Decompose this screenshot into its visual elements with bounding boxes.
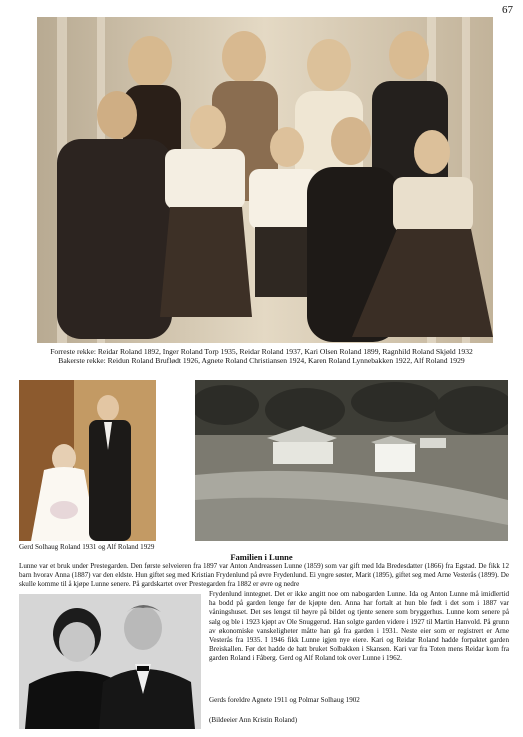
caption-parents: Gerds foreldre Agnete 1911 og Polmar Solhaug 1902 [209, 696, 360, 704]
farm-aerial-photo [195, 380, 508, 541]
paragraph-top: Lunne var et bruk under Prestegarden. Den første selveieren fra 1897 var Anton Andreassen Lunne (1859) som var gift med Ida Bredesdatter (1866) fra Egstad. De fikk 12 barn hvorav Anna (1887) var den eldste. Hun giftet seg med Kristian Frydenlund på øvre Frydenlund. Ei yngre søster, Marit (1895), giftet seg med Arne Vesterås (1899). De skulle komme til å kjøpe Lunne senere. På gardskartet over Prestegarden fra 1882 er øvre og nedre [19, 562, 509, 589]
caption-front-row: Forreste rekke: Reidar Roland 1892, Inger Roland Torp 1935, Reidar Roland 1937, Kari Olsen Roland 1899, Ragnhild Roland Skjøld 1932 [50, 347, 473, 356]
family-photo [37, 17, 493, 343]
image-credit: (Bildeeier Ann Kristin Roland) [209, 716, 298, 724]
caption-back-row: Bakerste rekke: Reidun Roland Bruflødt 1926, Agnete Roland Christiansen 1924, Karen Roland Lynnebakken 1922, Alf Roland 1929 [58, 356, 465, 365]
wedding-photo [19, 380, 156, 541]
paragraph-side: Frydenlund inntegnet. Det er ikke angitt noe om nabogarden Lunne. Ida og Anton Lunne må imidlertid ha bodd på garden lenge før de kjøpte den. Anna har fortalt at hun ble født i det som i 1887 var våningshuset. Det ses lengst til høyre på bildet og tjente senere som bryggerhus. Lunne kom senere på salg og ble i 1923 kjøpt av Ole Snuggerud. Han solgte garden videre i 1927 til Martin Hanvold. På grunn av økonomiske vanskeligheter måtte han gå fra garden i 1931. Neste eier som er registrert er Arne Vesterås fra 1935. I 1946 fikk Lunne igjen nye eiere. Kari og Reidar Roland hadde forpaktet garden Breiskallen. Før det hadde de hatt bruket Solbakken i Skansen. Kari var fra Toten mens Reidar kom fra garden Roland i Fåberg. Gerd og Alf Roland tok over Lunne i 1962. [209, 590, 509, 663]
caption-wedding: Gerd Solhaug Roland 1931 og Alf Roland 1929 [19, 543, 155, 551]
section-title: Familien i Lunne [230, 552, 293, 562]
page-number: 67 [502, 4, 513, 16]
parents-photo [19, 594, 201, 729]
